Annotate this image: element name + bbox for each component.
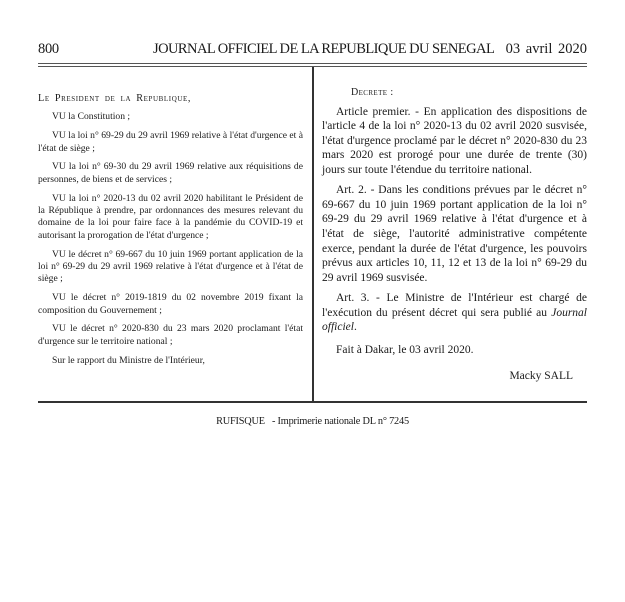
journal-title: JOURNAL OFFICIEL DE LA REPUBLIQUE DU SENEGAL	[153, 41, 495, 57]
visa-item: VU la loi n° 2020-13 du 02 avril 2020 habilitant le Président de la République à prendre, par ordonnances des mesures relevant du domaine de la loi pour faire face à la pandémie du COVID-19 et autorisant la prorogation de l'état d'urgence ;	[38, 192, 303, 241]
left-column-visas	[38, 93, 303, 373]
imprint-text: RUFISQUE - Imprimerie nationale DL n° 7245	[216, 416, 409, 427]
printer-imprint	[0, 416, 625, 427]
article-premier: Article premier. - En application des dispositions de l'article 4 de la loi n° 2020-13 du 02 avril 2020 susvisée, l'état d'urgence proclamé par le décret n° 2020-830 du 23 mars 2020 est prorogé pour une durée de trente (30) jours sur toute l'étendue du territoire national.	[322, 105, 587, 176]
decrete-heading: Decrete :	[351, 87, 394, 98]
fait-a-dakar: Fait à Dakar, le 03 avril 2020.	[336, 343, 474, 356]
visa-item: VU la Constitution ;	[52, 111, 131, 123]
footer-rule	[38, 401, 587, 403]
article-3	[322, 291, 587, 335]
page-header	[38, 39, 587, 59]
visa-item: VU la loi n° 69-30 du 29 avril 1969 relative aux réquisitions de personnes, de biens et de services ;	[38, 161, 303, 185]
visa-item: VU le décret n° 69-667 du 10 juin 1969 portant application de la loi n° 69-29 du 29 avril 1969 relative à l'état d'urgence et à l'état de siège ;	[38, 248, 303, 285]
article-3-end: .	[353, 321, 357, 334]
visa-item: VU le décret n° 2019-1819 du 02 novembre 2019 fixant la composition du Gouvernement ;	[38, 292, 303, 316]
visa-item: Sur le rapport du Ministre de l'Intérieur,	[52, 354, 205, 366]
column-divider	[312, 67, 314, 401]
visa-item: VU le décret n° 2020-830 du 23 mars 2020 proclamant l'état d'urgence sur le territoire national ;	[38, 323, 303, 347]
journal-officiel-italic: Journal officiel	[322, 306, 587, 334]
issue-date: 03 avril 2020	[505, 41, 587, 57]
page-number: 800	[38, 41, 59, 57]
right-column-decree	[322, 86, 587, 389]
header-rule-top	[38, 63, 587, 64]
visa-item: VU la loi n° 69-29 du 29 avril 1969 relative à l'état d'urgence et à l'état de siège ;	[38, 130, 303, 154]
article-2: Art. 2. - Dans les conditions prévues par le décret n° 69-667 du 10 juin 1969 portant application de la loi n° 69-29 du 29 avril 1969 relative à l'état d'urgence et à l'état de siège, l'autorité administrative compétente exerce, pendant la durée de l'état d'urgence, les pouvoirs prévus aux articles 10, 11, 12 et 13 de la loi n° 69-29 du 29 avril 1969 susvisée.	[322, 184, 587, 284]
signature: Macky SALL	[509, 370, 573, 383]
president-heading: Le President de la Republique,	[38, 93, 192, 104]
article-3-text: Art. 3. - Le Ministre de l'Intérieur est chargé de l'exécution du présent décret qui sera publié au	[322, 291, 587, 319]
